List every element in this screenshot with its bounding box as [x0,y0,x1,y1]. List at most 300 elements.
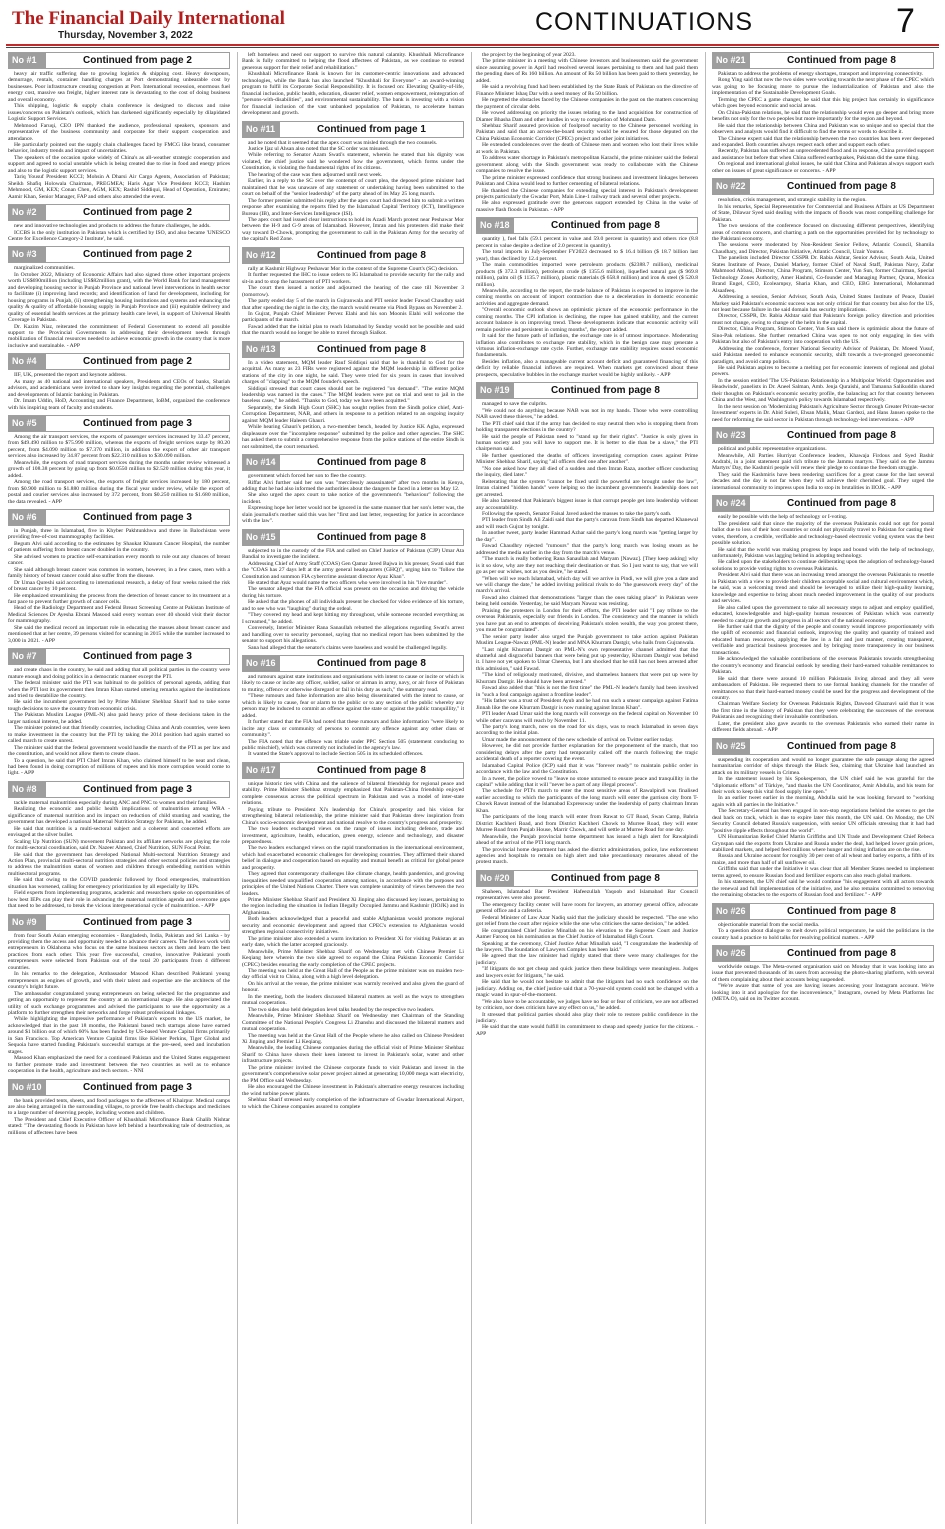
story-title: Continued from page 8 [787,181,896,193]
story-paragraph: Terming the CPEC a game changer, he said that this big project has certainly in significance which goes beyond economic and social areas. [712,96,934,110]
story-paragraph: "Overall economic outlook shows an optimistic picture of the economic performance in the coming months. The CPI inflation is declining, the rupee has gained stability, and the current account balance is on improving trend. These developments indicate that economic activity will remain positive and persistent in coming months", the report added. [476,307,698,333]
story-title: Continued from page 8 [317,457,426,469]
story-paragraph: To address water shortage in Pakistan's metropolitan Karachi, the prime minister said the federal government along with the Sindh government was ready to collaborate with the Chinese companies to resolve the issue. [476,155,698,175]
story-paragraph: Meanwhile, the leading Chinese companies during the official visit of Prime Minister Shehbaz Sharif to China have shown their keen interest to invest in Pakistan's solar, water and other infrastructure projects. [242,1045,464,1065]
story [476,870,698,1037]
story-paragraph: The total imports in July-September FY2023 decreased to $ 16.4 billion ($ 18.7 billion last year), thus declined by 12.4 percent. [476,249,698,262]
story-paragraph: The provincial home department has asked the district administration, police, law enforcement agencies and hospitals to remain on high alert and take precautionary measures ahead of the protest march. [476,846,698,866]
story-paragraph: The meeting was held at the Great Hall of the People as the prime minister was on maiden two-day official visit to China, along with a high level delegation. [242,968,464,981]
story-paragraph: Tariq Yousuf President KCCI; Mohsin A Dharsi Air Cargo Agents, Association of Pakistan; Sheikh Shafiq Holowala Chairman, PREGMEA; Haris Agar Vice President KCCI; Hashim Mehmood, GM, KEX; Conan Chen, AGM, KEX; Rashid Siddiqui, Head of Operation, Emirates; Aamir Khan, Senior Manager, FAP and others also attended the event. [8,174,230,200]
story [712,52,934,174]
story-paragraph: Scaling Up Nutrition (SUN) movement Pakistan and its affiliate networks are playing the role for multi-sectoral coordination, said Dr. Nazeer Ahmed, Chief Nutrition, SUN Focal Point. [8,838,230,852]
story-paragraph: Expressing hope her letter would not be ignored in the same manner that her son's letter was, the slain journalist's mother said this was her "first and last letter, requesting for justice in accordance with the law". [242,505,464,525]
story [8,914,230,1075]
story-paragraph: He said the incumbent government led by Prime Minister Shehbaz Sharif had to take some tough decisions to save the country from economic crisis. [8,699,230,712]
masthead-rule [6,44,939,46]
story-paragraph: Prime Minister Shehbaz Sharif and President Xi Jinping also discussed key issues, pertaining to the region including the situation in Indian Illegally Occupied Jammu and Kashmir (IIOJK) and in Afghanistan. [242,897,464,916]
story-paragraph: In Gujrat, Punjab Chief Minister Pervez Elahi and his son Moonis Elahi will welcome the participants of the march. [242,310,464,324]
story-paragraph: "If litigants do not get cheap and quick justice then these buildings were meaningless. Judges and lawyers exist for litigants," he said. [476,966,698,979]
column-divider [237,52,238,1524]
story-paragraph: UN Humanitarian Relief Chief Martin Griffiths and UN Trade and Development Chief Rebeca Grynspan said the exports from Ukraine and Russia under the deal, had helped lower grain prices, stabilized markets, and helped feed millions where hunger and rising inflation are on the rise. [712,834,934,854]
page-number: 7 [896,2,915,40]
story-number: No #26 [713,904,750,919]
story-header [8,52,230,69]
story-paragraph: In another tweet, party leader Hammad Azhar said the party's long march was "getting larger by the day". [476,530,698,543]
story-paragraph: The PTI chief said that if the army has decided to stay neutral then who is stopping them from holding transparent elections in the country? [476,420,698,434]
story-header [476,217,698,234]
story-paragraph: The FIA noted that the offence was triable under PPC Section 505 (statement conducing to public mischief), which was currently not included in the agency's law. [242,738,464,751]
story-paragraph: He said that nutrition is a multi-sectoral subject and a coherent and concerted efforts are envisaged at the silver bullet. [8,825,230,839]
story-paragraph: He called upon the stakeholders to continue deliberating upon the adoption of technology-based solutions to provide voting rights to overseas Pakistanis. [712,559,934,572]
story-number: No #15 [243,530,280,545]
story-paragraph: resolution, crisis management, and strategic stability in the region. [718,197,867,204]
issue-date: Thursday, November 3, 2022 [58,30,193,41]
story-title: Continued from page 8 [551,385,660,397]
story-paragraph: He said that owing to the COVID pandemic followed by flood emergencies, malnutrition situation has worsened, calling for emergency prioritization by all especially by IEPs. [8,877,230,890]
story [242,655,464,758]
story-paragraph: Conversely, Interior Minister Rana Sanaullah rebutted the allegations regarding Swati's arrest and handling over to security personnel, saying that no medical report has been submitted by the senator to support his allegations. [242,625,464,645]
story-paragraph: The senior party leader also urged the Punjab government to take action against Pakistan Muslim League-Nawaz (PML-N) leader and MNA Khurram Dastgir, who hails from Gujranwala. [476,633,698,647]
story-paragraph: from four South Asian emerging economies - Bangladesh, India, Pakistan and Sri Lanka - by providing them the access and opportunity needed to advance their careers. The fellows work with entrepreneurs in Oklahoma who focus on the same business sectors as them and learn the best practices from each other. This year five successful, creative, innovative Pakistani youth entrepreneurs were selected from Pakistan out of the total 20 participants from 4 different countries. [8,932,230,971]
story-paragraph: She said the medical record an important role in educating the masses about breast cancer and mentioned that at her centre, 39 persons visited for scanning in 2015 while the number increased to 3,000 in 2021. - APP [8,624,230,644]
story-paragraph: Addressing the conference, former National Security Advisor of Pakistan, Dr. Moeed Yusuf, said Pakistan needed to enhance economic security, shift towards a two-pronged geoeconomic paradigm, and avoid camp politics. [712,345,934,365]
story-paragraph: "We also have to be accountable, we judges have no fear or fear of criticism, we are not affected by criticism, nor does criticism have any effect on us," he added. [476,998,698,1012]
story-paragraph: Siddiqui stressed that court cases should not be registered "on demand". "The entire MQM leadership was named in the cases." The MQM leaders were put on trial and sent to jail in the baseless cases," he added. "Thanks to God, today we have been acquitted." [242,385,464,405]
story-paragraph: The Chinese expert said that the relationship between the two countries has been ever deepened and expanded. Both countries always respect each other and support each other. [712,135,934,148]
story-paragraph: Later, the president also gave awards to the overseas Pakistanis who earned their name in different fields abroad. - APP [712,720,934,734]
story-paragraph: The prime minister in a meeting with Chinese investors and businessmen said the government since assuming power in April had resolved several issues pertaining to them and had paid them the pending dues of Rs 160 billion. An amount of Rs 50 billion has been paid to them yesterday, he added. [476,58,698,84]
story-header [242,655,464,672]
story-paragraph: Fawad also claimed that demonstrations "larger than the ones taking place" in Pakistan were being held outside. Yesterday, he said Maryam Nawaz was resisting. [476,594,698,608]
story-paragraph: He also called upon the government to take all necessary steps to adjust and employ qualified, educated, knowledgeable and high-quality human resources of Pakistan which was currently needed to catalyze growth and progress in all sectors of the national economy. [712,604,934,624]
story-paragraph: He said the people of Pakistan need to "stand up for their rights". "Justice is only given in human society and you will have to support me. It is better to die than be a slave," the PTI chairperson said. [476,433,698,453]
story-paragraph: The participants of the long march will enter from Rawat to GT Road, Swan Camp, Bahria District Kachheri Road, and from District Kachheri Chowk to Murree Road, they will enter Murree Road from Punjab House, Marrir Chowk, and will settle at Murree Road for one day. [476,814,698,834]
story-paragraph: Shehbaz Sharif assured provision of foolproof security to the Chinese personnel working in Pakistan and said that an across-the-board security would be ensured for those deputed on the China Pakistan Economic Corridor (CPEC) project and other joint initiatives. [476,122,698,142]
story-paragraph: The prime minister invited the Chinese corporate funds to visit Pakistan and invest in the government's comprehensive solar power project aimed at generating 10,000 mega watt electricity, the PM Office said Wednesday. [242,1064,464,1084]
story-paragraph: He said that the world was making progress by leaps and bound with the help of technology, unfortunately, Pakistan was lagging behind in adopting technology. [712,546,934,559]
story-paragraph: The speakers of the occasion spoke widely of China's as all-weather strategic cooperation and support and agreed to social unstable which is being created due to rise in food and energy prices and also to the logistic support services. [8,154,230,174]
story [8,415,230,505]
story [712,945,934,1003]
story-paragraph: Recently, Pakistan has suffered an unprecedented flood and in response, China provided support and assistance but before that when China suffered earthquakes, Pakistan did the same thing. [712,148,934,161]
masthead-rule-thin [6,47,939,48]
story [712,178,934,423]
story [712,427,934,491]
story-title: Continued from page 8 [317,249,426,261]
story-paragraph: It wanted the State's approval to include Section 505 in its scheduled offences. [248,751,424,758]
story-paragraph: Masood Khan emphasized the need for a continued Pakistan and the United States engagement to further promote trade and investment between the two countries as well as to enhance cooperation in the health, agriculture and tech sectors. - NNI [8,1055,230,1075]
story-header [712,945,934,962]
story-header [712,903,934,920]
story-paragraph: "No one asked how they all died of a sudden and then Imran Raza, another officer conducting the inquiry, died later." [476,465,698,479]
story-paragraph: He further questioned the deaths of officers investigating corruption cases against Prime Minister Shehbaz Sharif, saying "all officers died one after another". [476,452,698,466]
story-paragraph: Pakistan to address the problems of energy shortages, transport and improving connectivity. [718,71,924,77]
story-paragraph: While highlighting the impressive performance of Pakistan's exports to the US market, he acknowledged that in the past 18 months, the Pakistani based tech startups alone have earned around $1 billion out of which 60% has been funded by US-based Venture Capital firms primarily in San Francisco. Top American Venture Capital firms like Kleiner Perkins, Tiger Global and Sequoia have started funding Pakistan's successful startups at the pre-seed, seed and incubation stages. [8,1016,230,1055]
story-paragraph: The senator alleged that the FIA official was present on the occasion and driving the vehicle during his torture. [242,586,464,599]
story-number: No #19 [477,383,514,398]
story-header [476,382,698,399]
story-paragraph: quantity ), fuel falls (59.1 percent in value and 59.0 percent in quantity) and others rice (8.8 percent in value despite a decline of 2.0 percent in quantity). [476,236,698,249]
story-paragraph: This shipping, logistic & supply chain conference is designed to discuss and raise issues/concerns on Pakistan's outlook, which has darkened significantly especially by dilapidated Logistic Support Services. [8,103,230,123]
story-paragraph: Speaking at the ceremony, Chief Justice Athar Minallah said, "I congratulate the leadership of the lawyers. The foundation of Lawyers Complex has been laid." [476,940,698,953]
story-paragraph: Russia and Ukraine account for roughly 30 per cent of all wheat and barley exports, a fifth of its maize, and more than half of all sunflower oil. [712,853,934,866]
story-paragraph: He also expressed gratitude over the generous support extended by China in the wake of massive flash floods in Pakistan. - APP [476,200,698,213]
story [8,246,230,349]
story-paragraph: In an earlier tweet earlier in the morning, Abdulla said he was looking forward to "working again with all parties in the Initiative." [712,795,934,808]
story-number: No #25 [713,739,750,754]
story-paragraph: In a video statement, MQM leader Rauf Siddiqui said that he is thankful to God for the acquittal. As many as 23 FIRs were registered against the MQM leadership in different police stations of the city in one night, he said. They were tried for six years in cases that involved charges of "clapping" to the MQM founder's speech. [242,359,464,386]
story-number: No #7 [9,649,46,664]
story-paragraph: It stressed that political parties should also play their role to restore public confidence in the judiciary. [476,1011,698,1024]
story-paragraph: Griffiths said that under the Initiative it was clear that all Member States needed to implement terms agreed, to ensure Russian food and fertilizer exports can also reach global markets. [712,866,934,879]
story-paragraph: In his remarks, Special Representative for Commercial and Business Affairs at US Department of State, Dilawar Syed said dealing with the impacts of floods was most compelling challenge for Pakistan. [712,203,934,223]
story-paragraph: Among the air transport services, the exports of passenger services increased by 33.47 percent, from $49.490 million to $75.990 million, whereas the exports of freight services surge by 80.20 percent, from $4.090 million to $7.370 million, in addition the export of other air transport services also increased by 34.87 percent from $22.310 million to $30.090 million. [8,434,230,460]
story-paragraph: IIF, UK, presented the report and keynote address. [14,372,127,379]
story-header [242,529,464,546]
story-title: Continued from page 8 [787,498,896,510]
story-header [8,1079,230,1096]
story [242,529,464,651]
story-paragraph: "When will we reach Islamabad, which day will we arrive in Pindi, we will give you a date and we will change the date," he added inviting political rivals to do "the guesswork every day" of the march's arrival. [476,575,698,595]
story-paragraph: and create chaos in the country, he said and adding that all political parties in the country were mature enough and doing politics in a democratic manner except the PTI. [8,667,230,680]
story [8,1079,230,1137]
story-paragraph: Realizing the economic and public health implications of malnutrition among WRA - significance of maternal nutrition and its impact on reduction of child stunting and wasting, the government has developed a national Maternal Nutrition Strategy for Pakistan, he added. [8,806,230,826]
story [712,738,934,899]
story-paragraph: Shehbaz Sharif stressed early completion of the infrastructure of Gwadar International Airport, to which the Chinese companies assured to complete [242,1097,464,1110]
story-paragraph: It further requested the IHC to issue orders to IG Islamabad to provide security for the rally and sit-in and to stop the harassment of PTI workers. [242,272,464,285]
story-title: Continued from page 2 [83,207,192,219]
story-paragraph: The former premier submitted his reply after the apex court had directed him to submit a written response after examining the reports filed by the Islamabad Capital Territory (ICT), Intelligence Bureau (IB), and Inter-Services Intelligence (ISI). [242,197,464,217]
story-number: No #24 [713,496,750,511]
story-paragraph: It further stated that the FIA had noted that these rumours and false information "were likely to incite any class or community of persons to commit any offence against any other class or community". [242,719,464,739]
story-number: No #23 [713,428,750,443]
story-paragraph: Separately, the Sindh High Court (SHC) has sought replies from the Sindh police chief, Anti-Corruption Department, NAB, and others in response to a petition related to an ongoing inquiry against MQM leader Haleem Ghauri. [242,404,464,424]
story-paragraph: In October 2022, Ministry of Economic Affairs had also signed three other important projects worth US$690million (including US$82million grant), with the World Bank for land management and developing housing sector in Punjab Province and national level interventions in health sector to facilitate (i) improving land records; and identification of land for development, including for housing programs in Punjab, (ii) strengthening housing institutions and systems and enhancing the quality & quality of affordable housing supply in Punjab Province and (iii) equitable delivery and quality of essential health services at the primary health care level, in support of Universal Health Coverage in Pakistan. [8,271,230,324]
story-paragraph: Meanwhile, the exports of road transport services during the months under review witnessed a growth of 108.38 percent by going up from $0.0550 million to $2.520 million during this year, it added. [8,459,230,479]
column-2 [242,52,464,1524]
story-paragraph: In the next session on 'Modernizing Pakistan's Agriculture Sector through Greater Private-sector Investment' experts in Dr. Abid Suleri, Ehsan Malik, Maaz Gardezi, and Hans Jansen spoke to the need for reforming the said sector in Pakistan through technology-led interventions. - APP [712,403,934,423]
story-title: Continued from page 8 [787,430,896,442]
story-paragraph: heavy air traffic suffering due to growing logistics & shipping cost. Heavy downpours, demurrage, rentals, container handling charges at Port demonstrating unbearable cost by businesses. Poor infrastructure creating congestion at Port. International recession, enormous fuel energy cost, massive sea freight, higher interest rate is devastating to the cost of doing business and overall economy. [8,71,230,103]
story [242,52,464,117]
story-header [712,427,934,444]
paper-name: The Financial Daily International [12,8,285,29]
story-paragraph: political and public representative organizations. [718,446,827,453]
story-paragraph: He also lamented that Pakistan's biggest issue is that corrupt people get into leadership without any accountability. [476,498,698,511]
story-paragraph: The meeting was held at the Great Hall of the People where he also called on Chinese President Xi Jinping and Premier Li Keqiang. [242,1032,464,1045]
story-number: No #20 [477,871,514,886]
story-paragraph: Praising the protesters in London for their efforts, the PTI leader said "I pay tribute to the overseas Pakistanis, especially our friends in London. The consistency and the manner in which you have put an end to attempts of deceiving Pakistan's stolen wealth, the way you protest there, you must be congratulated". [476,607,698,634]
story-title: Continued from page 8 [551,220,660,232]
story-paragraph: subjected to in the custody of the FIA and called on Chief Justice of Pakistan (CJP) Umar Ata Bandial to investigate the incident. [242,547,464,561]
story-paragraph: The ambassador congratulated young entrepreneurs on being selected for the programme and getting an opportunity to represent the country at an international stage. He also appreciated the utility of such exchange programmes and advised the participants to use the opportunity as a platform to further strengthen their networks and forge robust professional linkages. [8,990,230,1017]
story-paragraph: They said the Kashmiris have been rendering sacrifices for a great cause for the last several decades and the day is not far when they will achieve their cherished goal. They urged the international community to impress upon India to stop its brutalities in IIOJK. - APP [712,471,934,491]
story-paragraph: Meanwhile, Prime Minister Shehbaz Sharif on Wednesday met with Chinese Premier Li Keqiang here wherein the two side agreed to expand the China Pakistan Economic Corridor (CPEC) besides ensuring the early completion of the CPEC projects. [242,948,464,968]
story-paragraph: Begum Alvi said according to the estimates by Shaukat Khanum Cancer Hospital, the number of patients suffering from breast cancer doubled in the country. [8,540,230,554]
story-paragraph: The emergency facility center will have room for lawyers, an attorney general office, advocate general office and a cafeteria. [476,901,698,915]
story-title: Continued from page 3 [83,1081,192,1093]
story-paragraph: Islamabad Capital Police (ICP) said that it was "forever ready" to maintain public order in accordance with the law and the Constitution. [476,762,698,776]
story-paragraph: in Punjab, three in Islamabad, five in Khyber Pakhtunkhwa and three in Balochistan were providing free-of-cost mammography facilities. [8,528,230,541]
story-paragraph: He emphasized streamlining the process from the detection of breast cancer to its treatment at a fast pace to prevent further growth of cancer cells. [8,592,230,605]
story-paragraph: Fawad added that the initial plan to reach Islamabad by Sunday would not be possible and said that the march would no longer be able to travel through Sialkot. [242,323,464,337]
story-paragraph: Dr. Kazim Niaz, reiterated the commitment of Federal Government to extend all possible support to the Provincial Governments in addressing their development needs through mobilization of financial resources needed to achieve economic growth in the country that is more inclusive and sustainable. - APP [8,323,230,349]
story-paragraph: He said that the government has developed National Multi-sectoral Nutrition Strategy and Action Plan, provincial multi-sectoral nutrition strategies and other sectoral policies and strategies to address the malnutrition status of women and children through embedding nutrition within multisectoral programs. [8,851,230,877]
story-paragraph: "We're aware that some of you are having issues accessing your Instagram account. We're looking into it and apologize for the inconvenience," Instagram, owned by Meta Platforms Inc (META.O), said on its Twitter account. [712,983,934,1003]
story-title: Continued from page 8 [317,657,426,669]
story-paragraph: The prime minister also extended a warm invitation to President Xi for visiting Pakistan at an early date, which the latter accepted graciously. [242,935,464,949]
story [712,903,934,941]
story-title: Continued from page 3 [83,916,192,928]
story-paragraph: Meanwhile, Prime Minister Shehbaz Sharif on Wednesday met Chairman of the Standing Committee of the National People's Congress Li Zhanshu and discussed the bilateral matters and mutual cooperation. [242,1013,464,1033]
story [242,247,464,337]
story-header [242,341,464,358]
story-paragraph: "His father was a trust of President Ayub and he had run such a smear campaign against Fatima Jinnah like the one Khurram Dastgir is now running against Imran Khan". [476,698,698,711]
story-header [242,454,464,471]
story-paragraph: He said that he would not hesitate to admit that the litigants had no such confidence on the judiciary. Adding on, the chief justice said that a 70-year-old system could not be changed with a magic wand in spur-of-the-moment. [476,979,698,999]
story-paragraph: Dr. Imam Uddin, HoD, Accounting and Finance Department, IoBM, organized the conference with his inspiring team of faculty and students. [8,398,230,411]
story-title: Continued from page 3 [83,512,192,524]
story-paragraph: While hearing Ghauri's petition, a two-member bench, headed by Justice KK Agha, expressed displeasure over the "incomplete response" submitted by the police and other agencies. The SHC has asked them to submit a comprehensive response from the police stations of the entire Sindh is not submitted, the court remarked. [242,424,464,450]
story-number: No #10 [9,1080,46,1095]
story-paragraph: President Alvi said that there was an increasing trend amongst the overseas Pakistanis to resettle in Pakistan with a view to provide their children acceptable social and cultural environment which, he said, was a welcoming trend and should be leveraged to utilize their high-quality learning, knowledge and expertise to bring about much needed improvement in the quality of our products and services. [712,572,934,605]
story-paragraph: He said that the state would fulfill its commitment to cheap and speedy justice for the citizens. - APP [476,1024,698,1037]
story-paragraph: He asked that the phones of all individuals present be checked for video evidence of his torture, and to see who was "laughing" during the ordeal. [242,599,464,612]
story-paragraph: Both leaders acknowledged that a peaceful and stable Afghanistan would promote regional security and economic development and agreed that CPEC's extension to Afghanistan would strengthen regional connectivity initiatives. [242,916,464,936]
story-paragraph: On regional and international global issues, he said that China and Pakistan always support each other on issues of great significance or concerns. - APP [712,161,934,174]
story-paragraph: easily be possible with the help of technology or I-voting. [718,514,848,521]
story-paragraph: They agreed that contemporary challenges like climate change, health pandemics, and growing inequalities needed unqualified cooperation among nations, in accordance with the purposes and principles of the United Nations Charter. There was complete unanimity of views between the two leaders. [242,871,464,897]
story-paragraph: Addressing Chief of Army Staff (COAS) Gen Qamar Javed Bajwa in his presser, Swati said that the "COAS has 27 days left at the army general headquarters (GHQ)", urging him to "follow the Constitution and summon FIA cybercrime assistant director Ayaz Khan". [242,560,464,580]
story-paragraph: The court then issued a notice and adjourned the hearing of the case till November 3 (tomorrow). [242,285,464,298]
story-paragraph: The minister said that the federal government would handle the march of the PTI as per law and the constitution, and would not allow them to create chaos. [8,744,230,758]
story-paragraph: The federal minister said the PTI was habitual to do politics of personal agenda, adding that when the PTI lost its government then Imran Khan started uttering remarks against the institutions and tried to destabilize the country. [8,680,230,699]
story-paragraph: left homeless and need our support to survive this natural calamity. Khushhali Microfinance Bank is fully committed to helping the flood affectees of Pakistan, as we continue to extend generous support for their relief and rehabilitation." [242,52,464,71]
column-3 [476,52,698,1524]
story-number: No #4 [9,354,46,369]
story-paragraph: To a question, he said that PTI Chief Imran Khan, who claimed himself to be neat and clean, had been found in doing corruption of millions of rupees and his more corruption would come to light. - APP [8,757,230,777]
story-paragraph: In a tweet, the police vowed to "leave no stone unturned to ensure peace and tranquillity in the capital" while adding that it will "never be a part of any illegal process". [476,775,698,789]
story [476,52,698,213]
masthead [0,0,945,44]
story-paragraph: He agreed that the law minister had rightly stated that there were many challenges for the judiciary. [476,953,698,966]
story-header [8,648,230,665]
story [242,341,464,450]
story-paragraph: Rong Ying said that now the two sides were working towards the next phase of the CPEC which was going to be focusing more to pursue the industrialization of Pakistan and also the implementation of the Sustainable Development Goals. [712,77,934,97]
story-paragraph: objectionable material from the social media. [718,921,820,928]
story-paragraph: He extended condolences over the death of Chinese men and women who lost their lives while at work in Pakistan. [476,142,698,155]
story-paragraph: The two leaders exchanged views on the range of issues including defence, trade and investment, agriculture, health, education, green energy, science and technology, and disaster preparedness. [242,826,464,845]
story-paragraph: The two leaders exchanged views on the rapid transformation in the international environment, which had exacerbated economic challenges for developing countries. They affirmed their shared belief in dialogue and cooperation based on equality and mutual benefit as critical for global peace and prosperity. [242,845,464,871]
story-paragraph: He congratulated Chief Justice Minallah on his elevation to the Supreme Court and Justice Aamer Farooq on his nomination as the Chief Justice of Islamabad High Court. [476,927,698,941]
story-paragraph: He thanked the Chinese companies for extending special interest in Pakistan's development projects particularly the Gwadar Port, Main Line-1 railway track and several other projects. [476,187,698,200]
story-number: No #11 [243,122,280,137]
story-number: No #21 [713,53,750,68]
story-paragraph: "These rumours and false information are also being disseminated with the intent to cause, or which is likely to cause, fear or alarm to the public or to any section of the public whereby any person may be induced to commit an offence against the state or against the public tranquillity," it added. [242,693,464,719]
story-header [8,781,230,798]
story-title: Continued from page 8 [317,764,426,776]
story-number: No #5 [9,416,46,431]
story-paragraph: Dr Umaa Qureshi said according to international research, a delay of four weeks raised the risk of breast cancer by 10 percent. [8,579,230,593]
story-paragraph: The apex court had issued clear instructions to hold its Azadi March protest near Peshawar Mor between the H-9 and G-9 areas of Islamabad. However, Imran and his protesters did make their way toward D-Chowk, prompting the government to call in the Pakistan Army for the security of the capital's Red Zone. [242,216,464,243]
story-paragraph: and rumours against state institutions and organisations with intent to cause or incite or which is likely to cause or incite any officer, soldier, sailor or airman in army, navy, or air force of Pakistan to mutiny, offence or otherwise disregard or fail in his duty as such," the summary read. [242,673,464,693]
story-header [242,121,464,138]
story-paragraph: The president said that since the majority of the overseas Pakistanis could not opt for postal ballot due to loss of their host countries or could not physically travel to Pakistan for casting their votes, therefore, a credible, verifiable and technology-based electronic voting system was the best possible solution. [712,520,934,547]
column-4 [712,52,934,1524]
story-title: Continued from page 3 [83,418,192,430]
story-paragraph: To a question about dialogue to melt down political temperature, he said the politicians in the country had a practice to hold talks for resolving political matters. - APP [712,928,934,941]
story-paragraph: He regretted the obstacles faced by the Chinese companies in the past on the matters concerning the payment of circular debt. [476,97,698,110]
story-paragraph: ICCBS is the only institution in Pakistan which is certified by ISO, and also became 'UNESCO Centre for Excellence Category-2 Institute', he said. [8,229,230,242]
story-paragraph: The party ended day 5 of the march in Gujranwala and PTI senior leader Fawad Chaudhry said that after spending the night in the city, the march would resume via Pindi Bypass on November 2. [242,298,464,311]
story-header [8,353,230,370]
story-number: No #3 [9,247,46,262]
story-paragraph: In the statement issued by his Spokesperson, the UN chief said he was grateful for the "diplomatic efforts" of Türkiye, "and thanks the UN Coordinator, Amir Abdulla, and his team for their work to keep this vital food supply line open." [712,776,934,795]
story-header [712,738,934,755]
story-number: No #14 [243,455,280,470]
story-paragraph: The minister pointed out that friendly countries, including China and Arab countries, were keen to make investment in the country but the PTI by taking the 2014 position had again started so called march to create unrest. [8,725,230,745]
story-header [242,247,464,264]
story [8,781,230,910]
story-paragraph: Addressing a session, Senior Advisor, South Asia, United States Institute of Peace, Daniel Markey said Pakistan's economic success was not only critical for that country but also for the US, not least because failure in the said domain has security implications. [712,294,934,313]
story-title: Continued from page 8 [787,740,896,752]
story-paragraph: He also encouraged the Chinese investment in Pakistan's alternative energy resources including the wind turbine power plants. [242,1084,464,1097]
story-paragraph: Earlier, in a reply to the SC over the contempt of court plea, the deposed prime minister had maintained that he was unaware of any statement or undertaking having been submitted to the court on behalf of the "senior leadership" of the party ahead of its May 25 long march. [242,178,464,198]
story [242,762,464,1110]
story-title: Continued from page 2 [83,356,192,368]
story-paragraph: "Last night Khurram Dastgir on PML-N's own representative channel admitted that the shameful and disgraceful banners that were being put up yesterday, Khurram Dastgir was behind it. I have not yet spoken to Umar Cheema, but I am shocked that he still has not been arrested after this admission," said Fawad. [476,646,698,672]
story-paragraph: He vowed addressing on priority the issues relating to the land acquisition for construction of Diamer Bhasha Dam and other hurdles in way to completion of Mohmand Dam. [476,110,698,123]
story-paragraph: Meanwhile, according to the report, the trade balance of Pakistan is expected to improve in the coming months on account of import contraction due to a deceleration in domestic economic activities and aggregate demand. [476,287,698,307]
story-paragraph: Meanwhile, All Parties Hurriyat Conference leaders, Khawaja Firdous and Syed Bashir Andrabi, in a joint statement paid rich tribute to the Jammu martyrs. They said on the Jammu Martyrs' Day, the Kashmiri people will renew their pledge to continue the freedom struggle. [712,452,934,472]
story-paragraph: The President and Chief Executive Officer of Khushhali Microfinance Bank Ghalib Nishtar stated: "The devastating floods in Pakistan have left behind a heartbreaking tale of destruction, as millions of affectees have been [8,1116,230,1136]
story-paragraph: managed to save the culprits. [482,401,548,408]
story-paragraph: "They covered my head and kept hitting my throughout, while someone recorded everything as I screamed," he added. [242,612,464,625]
story-number: No #2 [9,205,46,220]
story [242,454,464,525]
story-paragraph: Paying tribute to President Xi's leadership for China's prosperity and his vision for strengthening bilateral relationship, the prime minister said that Pakistan drew inspiration from China's socio-economic development and national resolve to the country's progress and prosperity. [242,806,464,826]
story-paragraph: In the session entitled 'The US-Pakistan Relationship in a Multipolar World: Opportunities and Headwinds', panelists in Dr. Aneel Salman, Amb. Jenja Quraishi, and Tamanna Salikuddin shared their thoughts on Pakistan's economic security profile, the balancing act for that country between China and the West, and Washington's policy towards Islamabad respectively. [712,377,934,404]
story-number: No #16 [243,656,280,671]
story-paragraph: "The kind of religiously motivated, divisive, and shameless banners that were put up were by Khurram Dastgir. He should have been arrested." [476,672,698,685]
story-header [712,495,934,512]
story-paragraph: suspending its cooperation and would no longer guarantee the safe passage along the agreed humanitarian corridor of ships through the Black Sea, claiming that Ukraine had launched an attack on its military vessels in Crimea. [712,756,934,776]
story [476,382,698,866]
story-title: Continued from page 8 [787,948,896,960]
story-paragraph: The hearing of the case was then adjourned until next week. [248,171,383,178]
story-paragraph: In the meeting, both the leaders discussed bilateral matters as well as the ways to strengthen mutual cooperation. [242,993,464,1007]
story-number: No #13 [243,342,280,357]
story-number: No #9 [9,915,46,930]
story-title: Continued from page 3 [83,783,192,795]
story-paragraph: worldwide outage. The Meta-owned organisation said on Monday that it was looking into an issue that prevented thousands of its users from accessing the photo-sharing platform, with several of them complaining about their accounts being suspended. [712,964,934,983]
story-number: No #12 [243,248,280,263]
story-paragraph: The sessions were moderated by Non-Resident Senior Fellow, Atlantic Council, Shamila Chaudhary, and Director, Pakistan Initiative, Atlantic Council, Uzair Younus. [712,242,934,255]
story-header [8,204,230,221]
story-paragraph: Sana had alleged that the senator's claims were baseless and would be challenged legally. [248,644,448,651]
story-paragraph: Chairman Welfare Society for Overseas Pakistanis Rights, Dawood Ghaznavi said that it was the first time in the history of Pakistan that they were celebrating the successes of the overseas Pakistanis and recognizing their invaluable contribution. [712,701,934,721]
story-paragraph: The Secretary-General has been engaged in non-stop negotiations behind the scenes to get the deal back on track, which is due to expire later this month, the UN said. On Monday, the UN Security Council debated Russia's suspension, with senior UN officials stressing that it had had "positive ripple effects throughout the world". [712,808,934,834]
story-paragraph: He acknowledged the valuable contributions of the overseas Pakistanis towards strengthening the country's economy and financial outlook by sending their hard-earned valuable remittances to Pakistan. [712,656,934,676]
story-paragraph: Justice Ijaz ul Ahsan also noted that the SC order was misused. [248,145,390,152]
story-number: No #1 [9,53,46,68]
story-paragraph: She advised women to practice self-examination every month to rule out any chances of breast cancer. [8,553,230,567]
story-number: No #8 [9,782,46,797]
story [712,495,934,733]
story-paragraph: "The march is really bothering Rana Sanaullah and Maryam [Nawaz]. [They keep asking] why is it so slow, why are they not reaching their destination or that. So I just want to say, that we will go as per our wishes, not as you desire," he stated. [476,556,698,576]
story-title: Continued from page 8 [317,531,426,543]
story-paragraph: On his arrival at the venue, the prime minister was warmly received and also given the guard of honour. [242,980,464,994]
story-paragraph: The Pakistan Muslim League (PML-N) also paid heavy price of these decisions taken in the larger national interest, he added. [8,712,230,725]
story-paragraph: the bank provided tents, sheets, and food packages to the affectees of Khairpur. Medical camps are also being arranged in the surrounding villages, to provide free health checkups and medicines to a large number of deserving people, including women and children. [8,1097,230,1117]
story-paragraph: Federal Minister of Law Azar Nadiq said that the judiciary should be respected. "The one who got relief from the court after rejoice while the one who criticises the same decision," he added. [476,914,698,928]
story-paragraph: the project by the beginning of year 2023. [482,52,576,58]
story-paragraph: Khushhali Microfinance Bank is known for its customer-centric innovations and advanced technologies, while the Bank has also launched "Khushhali for Everyone" - an award-winning program to fulfil its Corporate Social Responsibility. It is focused on: Elevating Quality-of-life, financial inclusion, public health, education, disaster relief, women empowerment, reintegration of "persons-with-disabilities", and environmental sustainability. The bank is investing with a vision for financial inclusion of the vast unbanked population of Pakistan, to accelerate human development and growth. [242,71,464,117]
story-header [8,509,230,526]
story-paragraph: It said for the future path of inflation, the exchange rate is of utmost importance. Moderating inflation also contributes to exchange rate stability, which in the benign case may generate a virtuous inflation-exchange rate cycle. Further, exchange rate stability requires sound economic fundamentals. [476,333,698,359]
story-paragraph: PTI leader from Sindh Ali Zaidi said that the party's caravan from Sindh has departed Khanewal and will reach Gujrat by tonight. [476,517,698,530]
story-title: Continued from page 2 [83,249,192,261]
story-paragraph: Mehmood Faruqi, CEO IPN thanked the audience, professional speakers, sponsors and representative of the business community and corporate for their support cooperation and attendance. [8,122,230,142]
story-paragraph: The two sides also held delegation level talks headed by the respective two leaders. [248,1006,435,1013]
story-paragraph: Director, CSSPR, Dr. Rabia Akhtar said that Pakistan's foreign policy direction and priorities must not change, owing to change of the helm in the capital. [712,313,934,326]
column-1 [8,52,230,1524]
section-title: CONTINUATIONS [535,8,754,36]
story-paragraph: The panelists included Director CSSPR Dr. Rabia Akhtar, Senior Advisor, South Asia, United States Institute of Peace, Daniel Markey, former Chief of Naval Staff, Pakistan Navy, Zafar Mahmood Abbasi, Director, China Program, Stimson Center, Yun Sun, former Chairman, Special Technology Zones Authority, Amer Hashmi, Co-founder and Managing Partner, Qvana, Monica Brand Engel, CEO, Ecolearnpsy, Sharia Khan, and CEO, EBG International, Mohammad Alsaafeeq. [712,255,934,294]
story-paragraph: Meanwhile, the Punjab provincial home department has issued a high alert for Rawalpindi ahead of the arrival of the PTI long march. [476,833,698,847]
story-paragraph: Among the road transport services, the exports of freight services increased by 180 percent, from $0.900 million to $1.880 million during the fiscal year under review, while the export of postal and courier services also increased by 372 percent, from $0.250 million to $1.680 million, the data revealed. - APP [8,479,230,505]
story [8,52,230,200]
story-title: Continued from page 8 [787,905,896,917]
story-paragraph: The party's long march, now on the road for six days, was to reach Islamabad in seven days according to the initial plan. [476,723,698,737]
story-title: Continued from page 2 [83,55,192,66]
story-paragraph: He stated that Ayaz would name the two officers who were involved in his "live murder". [248,580,448,586]
story-paragraph: government which forced her son to flee the country. [248,473,367,480]
story-paragraph: Director, China Program, Stimson Center, Yun Sun said there is optimistic about the future of Sino-Pak relations. She further remarked China was open to not only engaging in ties with Pakistan but also of Pakistan's entry into cooperation with the US. [712,326,934,346]
story-paragraph: "We could not do anything because NAB was not in my hands. Those who were controlling NAB saved these thieves," he added. [476,407,698,421]
story-header [8,246,230,263]
story-header [712,178,934,195]
story-header [712,52,934,69]
story-paragraph: The two sessions of the conference focused on discussing different perspectives, identifying areas of common concern, and charting a path on the opportunities provided for by technology to the Pakistani economy. [712,223,934,242]
story-paragraph: In his statement, the UN chief said he would continue "his engagement with all actors towards the renewal and full implementation of the initiative, and he also remains committed to removing the remaining obstacles to the exports of Russian food and fertilizer." - APP [712,879,934,899]
story-paragraph: She also urged the apex court to take notice of the government's "behaviour" following the incident. [242,492,464,505]
story-paragraph: rally at Kashmir Highway Peshawar Mor in the context of the Supreme Court's (SC) decision. [248,265,459,272]
story-header [8,914,230,931]
story-header [476,870,698,887]
story-title: Continued from page 1 [317,123,426,135]
story-paragraph: Head of the Radiology Department and Federal Breast Screening Centre at Pakistan Institute of Medical Sciences Dr Ayesha Ebrani Masood said every woman over 40 should visit their doctor for mammography. [8,605,230,625]
story [8,353,230,411]
story-paragraph: Field experts from implementing programs, academic and researchers spoke on opportunities of how best IEPs can play their role in advancing the maternal nutrition agenda and overcome gaps that need to be addressed, to break the vicious intergenerational cycle of malnutrition. - APP [8,890,230,910]
story-number: No #18 [477,218,514,233]
story-number: No #17 [243,763,280,778]
story-paragraph: The main commodities imported were petroleum products ($2388.7 million), medicinal products ($ 372.3 million), petroleum crude ($ 1355.6 million), liquefied natural gas ($ 969.8 million), palm oil ($ 1135.7 million), plastic materials ($ 658.8 million) and iron & steel ($ 520.8 million). [476,262,698,288]
story-paragraph: Besides inflation, also a manageable current account deficit and guaranteed financing of this deficit by reliable financial inflows are required. When markets get convinced about these prospects, speculative bubbles in the exchange market would be highly unlikely. - APP [476,358,698,378]
story-paragraph: new and innovative technologies and products to address the future challenges, he adds. [14,223,211,230]
story [8,204,230,242]
story-title: Continued from page 8 [317,343,426,355]
story-paragraph: marginalized communities. [14,265,75,272]
story-title: Continued from page 3 [83,651,192,663]
story-paragraph: He further said that the dignity of the people and country would improve proportionately with the uplift of economic and financial outlook, improving the quality and quantity of trained and educated human resources, applying the law in a fair and just manner, creating transparent, verifiable and practical business processes and by bringing more transparency in our business transactions. [712,623,934,656]
story-paragraph: She said although breast cancer was common in women, however, in a few cases, men with a family history of breast cancer could also suffer from the disease. [8,566,230,580]
story-paragraph: Reiterating that the system "cannot be fixed until the powerful are brought under the law", Imran claimed "hidden hands" were helping so the incumbent government's leadership does not get arrested. [476,478,698,498]
story-paragraph: He particularly pointed out the supply chain challenges faced by FMCG like brand, consumer behavior, industry trends and impact of uncertainties. [8,141,230,155]
story-paragraph: He said a revolving fund had been established by the State Bank of Pakistan on the directive of Finance Minister Ishaq Dar with a seed money of Rs 50 billion. [476,84,698,97]
story-paragraph: and he noted that it seemed that the apex court was misled through the two counsels. [248,139,438,146]
story-header [242,762,464,779]
